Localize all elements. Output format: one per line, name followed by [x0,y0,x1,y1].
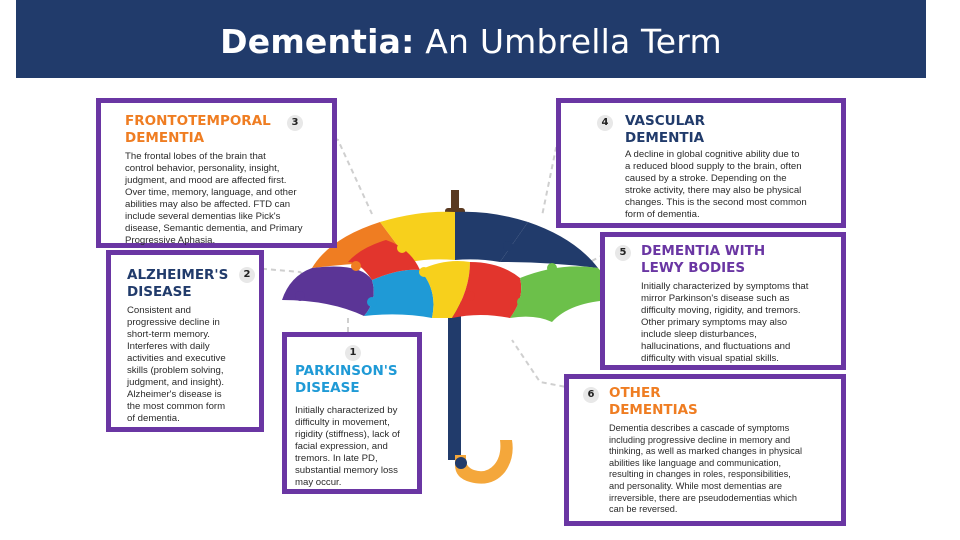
vascular-title-line2: DEMENTIA [625,130,705,146]
alzheimers-title [127,267,228,301]
alzheimers-description [127,305,257,425]
card-frontotemporal [96,98,337,248]
lewy-desc-line: difficulty with visual spatial skills. [641,353,779,364]
frontotemporal-desc-line: include several dementias like Pick's [125,211,281,222]
other-desc-line: resulting in changes in roles, responsibilities, [609,469,791,480]
frontotemporal-desc-line: Progressive Aphasia. [125,235,216,246]
lewy-desc-line: hallucinations, and fluctuations and [641,341,791,352]
frontotemporal-number-badge: 3 [287,115,303,131]
lewy-desc-line: difficulty moving, rigidity, and tremors. [641,305,801,316]
frontotemporal-title-line2: DEMENTIA [125,130,205,146]
card-vascular [556,98,846,228]
vascular-number-badge: 4 [597,115,613,131]
frontotemporal-description [125,151,330,247]
alzheimers-desc-line: judgment, and insight). [127,377,225,388]
lewy-desc-line: Other primary symptoms may also [641,317,788,328]
frontotemporal-desc-line: judgment, and mood are affected first. [125,175,287,186]
alzheimers-title-line1: ALZHEIMER'S [127,267,229,283]
other-title-line2: DEMENTIAS [609,402,698,418]
alzheimers-desc-line: of dementia. [127,413,180,424]
alzheimers-desc-line: progressive decline in [127,317,220,328]
card-lewy-bodies [600,232,846,370]
parkinsons-desc-line: facial expression, and [295,441,388,452]
other-desc-line: irreversible, there are pseudodementias which [609,492,797,503]
frontotemporal-desc-line: control behavior, personality, insight, [125,163,280,174]
parkinsons-desc-line: Initially characterized by [295,405,398,416]
lewy-number-badge: 5 [615,245,631,261]
vascular-desc-line: caused by a stroke. Depending on the [625,173,787,184]
umbrella-shaft [448,300,513,484]
parkinsons-desc-line: substantial memory loss [295,465,398,476]
alzheimers-desc-line: skills (problem solving, [127,365,224,376]
frontotemporal-desc-line: abilities may also be affected. FTD can [125,199,291,210]
vascular-title-line1: VASCULAR [625,113,706,129]
alzheimers-desc-line: the most common form [127,401,226,412]
vascular-desc-line: changes. This is the second most common [625,197,807,208]
alzheimers-title-line2: DISEASE [127,284,192,300]
vascular-title [625,113,705,147]
vascular-desc-line: a reduced blood supply to the brain, often [625,161,802,172]
other-number-badge: 6 [583,387,599,403]
lewy-desc-line: mirror Parkinson's disease such as [641,293,790,304]
vascular-description [625,149,840,221]
other-description [609,423,845,516]
lewy-title [641,243,765,277]
vascular-desc-line: form of dementia. [625,209,700,220]
other-desc-line: abilities like language and communication, [609,457,782,468]
lewy-title-line1: DEMENTIA WITH [641,243,766,259]
lewy-description [641,281,841,365]
title-bold: Dementia: [220,22,415,61]
title-rest: An Umbrella Term [425,22,722,61]
parkinsons-title [295,363,398,397]
vascular-desc-line: stroke activity, there may also be physical [625,185,802,196]
other-desc-line: thinking, as well as marked changes in physical [609,446,803,457]
parkinsons-desc-line: rigidity (stiffness), lack of [295,429,400,440]
alzheimers-desc-line: short-term memory. [127,329,210,340]
alzheimers-desc-line: Alzheimer's disease is [127,389,222,400]
alzheimers-desc-line: activities and executive [127,353,226,364]
other-desc-line: and personality. While most dementias are [609,480,782,491]
parkinsons-desc-line: may occur. [295,477,342,488]
lewy-desc-line: include sleep disturbances, [641,329,757,340]
other-desc-line: including progressive decline in memory and [609,434,791,445]
frontotemporal-title [125,113,271,147]
lewy-desc-line: Initially characterized by symptoms that [641,281,809,292]
parkinsons-title-line2: DISEASE [295,380,360,396]
card-other-dementias [564,374,846,526]
card-alzheimers [106,250,264,432]
parkinsons-number-badge: 1 [345,345,361,361]
parkinsons-desc-line: difficulty in movement, [295,417,390,428]
other-title-line1: OTHER [609,385,661,401]
alzheimers-desc-line: Consistent and [127,305,191,316]
frontotemporal-desc-line: Over time, memory, language, and other [125,187,297,198]
card-parkinsons [282,332,422,494]
other-desc-line: Dementia describes a cascade of symptoms [609,423,790,433]
alzheimers-number-badge: 2 [239,267,255,283]
frontotemporal-desc-line: The frontal lobes of the brain that [125,151,266,162]
parkinsons-description [295,405,420,489]
parkinsons-title-line1: PARKINSON'S [295,363,398,379]
alzheimers-desc-line: Interferes with daily [127,341,210,352]
lewy-title-line2: LEWY BODIES [641,260,746,276]
vascular-desc-line: A decline in global cognitive ability due to [625,149,800,160]
other-desc-line: can be reversed. [609,504,678,515]
frontotemporal-desc-line: disease, Semantic dementia, and Primary [125,223,303,234]
frontotemporal-title-line1: FRONTOTEMPORAL [125,113,271,129]
parkinsons-desc-line: tremors. In late PD, [295,453,378,464]
other-title [609,385,698,419]
